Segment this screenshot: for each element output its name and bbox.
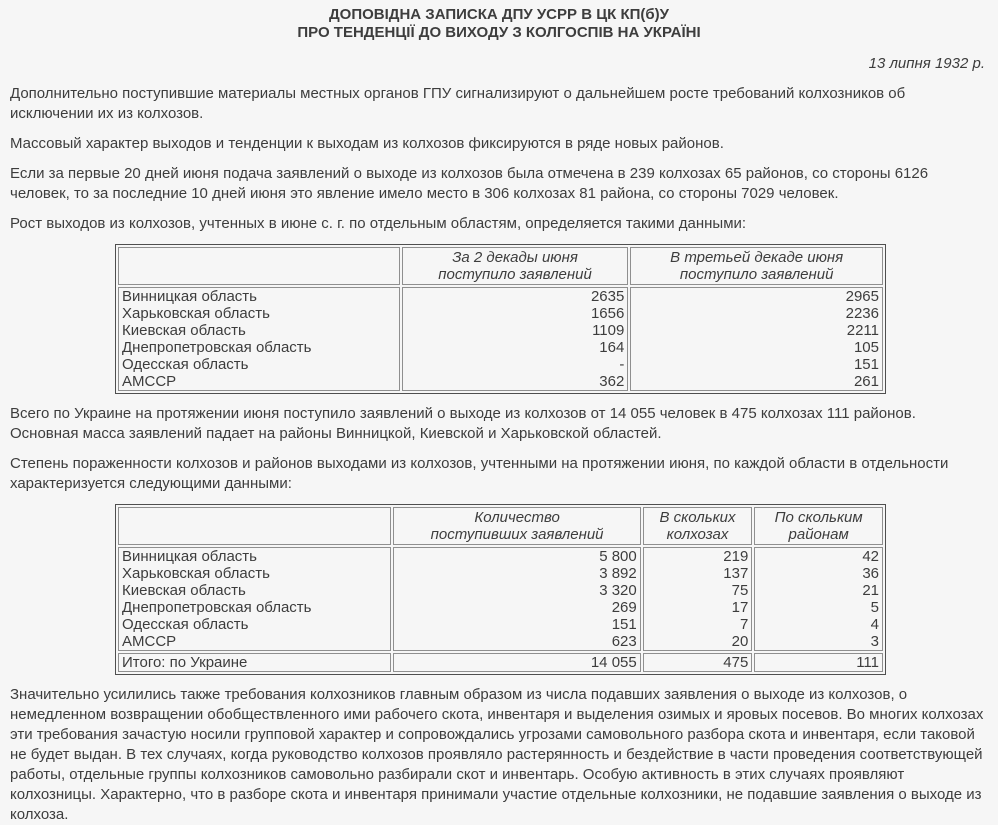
cell-value: 2236 — [845, 305, 879, 322]
header-line: В третьей декаде июня — [670, 249, 844, 266]
cell-value: 1109 — [592, 322, 625, 339]
table2-header-districts — [754, 507, 883, 545]
cell-value: 4 — [870, 616, 879, 633]
region-name: Харьковская область — [122, 565, 270, 582]
table1-decade2-column — [402, 287, 629, 391]
header-line: колхозах — [666, 526, 729, 543]
table2-header-empty — [118, 507, 391, 545]
header-line: поступило заявлений — [679, 266, 834, 283]
header-line: Количество — [474, 509, 560, 526]
table1-decade3-column — [630, 287, 883, 391]
cell-value: 36 — [862, 565, 879, 582]
cell-value: 21 — [862, 582, 879, 599]
paragraph-mass-character: Массовый характер выходов и тенденции к выходам из колхозов фиксируются в ряде новых районов. — [10, 135, 724, 152]
table-exit-growth-by-region — [115, 244, 886, 394]
cell-value: 7 — [739, 616, 749, 633]
table1-header-decade2 — [402, 247, 629, 285]
cell-value: 2635 — [590, 288, 625, 305]
cell-value: 261 — [853, 373, 879, 390]
total-districts: 111 — [754, 653, 883, 672]
cell-value: 269 — [611, 599, 637, 616]
total-applications: 14 055 — [393, 653, 640, 672]
paragraph-extent-lead-in: Степень пораженности колхозов и районов выходами из колхозов, учтенными на протяжении июня, по каждой области в отдельности характеризуется следующими данными: — [10, 455, 949, 492]
region-name: Харьковская область — [122, 305, 270, 322]
table2-kolkhozes-column — [643, 547, 753, 651]
cell-value: 5 — [870, 599, 879, 616]
region-name: Одесская область — [122, 356, 249, 373]
header-line: районам — [788, 526, 849, 543]
region-name: АМССР — [122, 633, 177, 650]
table2-header-kolkhozes — [643, 507, 753, 545]
cell-value: 623 — [611, 633, 637, 650]
cell-value: 75 — [731, 582, 749, 599]
region-name: Винницкая область — [122, 288, 257, 305]
table-body-row — [118, 287, 883, 391]
region-name: Днепропетровская область — [122, 339, 312, 356]
cell-value: 164 — [599, 339, 625, 356]
cell-value: 5 800 — [599, 548, 637, 565]
table-header-row — [118, 507, 883, 545]
table1-header-empty — [118, 247, 400, 285]
cell-value: 151 — [611, 616, 637, 633]
total-kolkhozes: 475 — [643, 653, 753, 672]
paragraph-growth-lead-in: Рост выходов из колхозов, учтенных в июне с. г. по отдельным областям, определяется такими данными: — [10, 215, 747, 232]
document-title-line2: ПРО ТЕНДЕНЦІЇ ДО ВИХОДУ З КОЛГОСПІВ НА УКРАЇНІ — [297, 24, 701, 41]
cell-value: 105 — [853, 339, 879, 356]
document-title — [10, 6, 988, 42]
cell-value: 151 — [853, 356, 879, 373]
table-total-row — [118, 653, 883, 672]
cell-value: 137 — [723, 565, 749, 582]
cell-value: 2965 — [845, 288, 879, 305]
cell-value: 219 — [723, 548, 749, 565]
cell-value: 3 892 — [599, 565, 637, 582]
total-label: Итого: по Украине — [118, 653, 391, 672]
table2-districts-column — [754, 547, 883, 651]
cell-value: 1656 — [590, 305, 625, 322]
region-name: Винницкая область — [122, 548, 257, 565]
table2-header-applications — [393, 507, 640, 545]
table-exit-extent-by-region — [115, 504, 886, 675]
paragraph-ukraine-total: Всего по Украине на протяжении июня поступило заявлений о выходе из колхозов от 14 055 человек в 475 колхозах 111 районов. Основная масса заявлений падает на районы Винницкой, Киевской и Харьковской областей. — [10, 405, 916, 442]
document-date: 13 липня 1932 р. — [868, 55, 985, 72]
cell-value: 3 320 — [599, 582, 637, 599]
cell-value: 17 — [731, 599, 749, 616]
region-name: Днепропетровская область — [122, 599, 312, 616]
cell-value: 3 — [870, 633, 879, 650]
cell-value: 42 — [862, 548, 879, 565]
paragraph-june-figures: Если за первые 20 дней июня подача заявлений о выходе из колхозов была отмечена в 239 колхозах 65 районов, со стороны 6126 человек, то за последние 10 дней июня это явление имело место в 306 колхозах 81 района, со стороны 7029 человек. — [10, 165, 929, 202]
region-name: Одесская область — [122, 616, 249, 633]
header-line: За 2 декады июня — [452, 249, 578, 266]
cell-value: 362 — [599, 373, 625, 390]
header-line: По скольким — [774, 509, 863, 526]
document-title-line1: ДОПОВІДНА ЗАПИСКА ДПУ УСРР В ЦК КП(б)У — [328, 6, 669, 23]
table-body-row — [118, 547, 883, 651]
region-name: Киевская область — [122, 582, 246, 599]
table2-applications-column — [393, 547, 640, 651]
header-line: В скольких — [659, 509, 736, 526]
paragraph-demands: Значительно усилились также требования колхозников главным образом из числа подавших заявления о выходе из колхозов, о немедленном возвращении обобществленного ими рабочего скота, инвентаря и выделения озимых и яровых посевов. Во многих колхозах эти требования зачастую носили групповой характер и сопровождались угрозами самовольного разбора скота и инвентаря, если таковой не будет выдан. В тех случаях, когда руководство колхозов проявляло растерянность и бездействие в части проведения соответствующей работы, отдельные группы колхозников самовольно разбирали скот и инвентарь. Особую активность в этих случаях проявляют колхозницы. Характерно, что в разборе скота и инвентаря принимали участие отдельные колхозники, не подавшие заявления о выходе из колхоза. — [10, 686, 984, 823]
table1-region-column — [118, 287, 400, 391]
header-line: поступивших заявлений — [430, 526, 604, 543]
cell-value: 20 — [731, 633, 749, 650]
cell-value: - — [619, 356, 625, 373]
cell-value: 2211 — [846, 322, 879, 339]
table2-region-column — [118, 547, 391, 651]
header-line: поступило заявлений — [438, 266, 592, 283]
region-name: Киевская область — [122, 322, 246, 339]
table-header-row — [118, 247, 883, 285]
region-name: АМССР — [122, 373, 177, 390]
paragraph-intro: Дополнительно поступившие материалы местных органов ГПУ сигнализируют о дальнейшем росте требований колхозников об исключении их из колхозов. — [10, 85, 906, 122]
table1-header-decade3 — [630, 247, 883, 285]
